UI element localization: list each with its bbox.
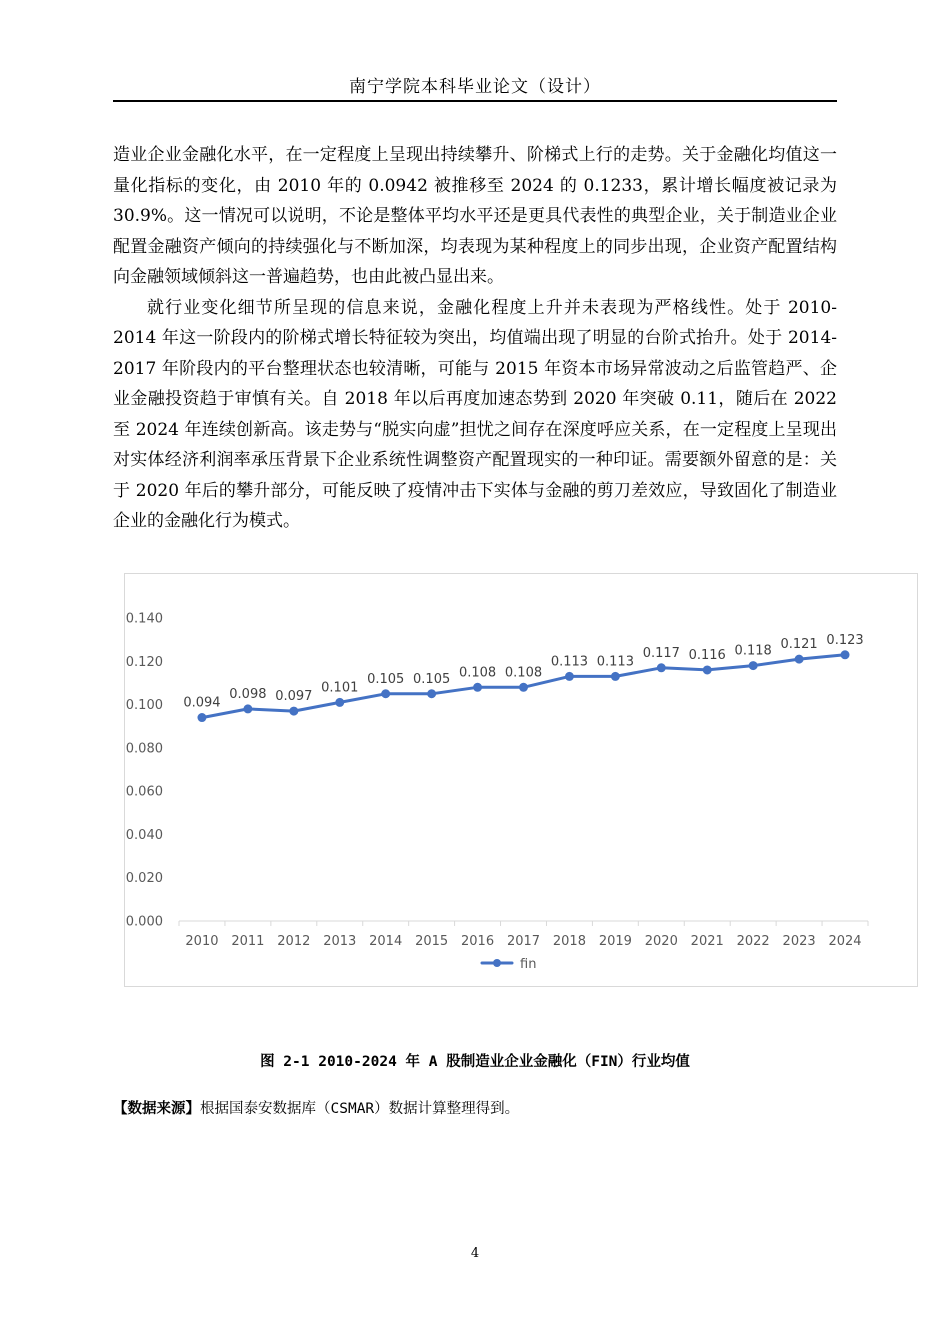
x-tick-label: 2016 [461, 934, 495, 949]
data-point [657, 664, 665, 672]
data-label: 0.094 [183, 695, 221, 711]
x-tick-label: 2014 [369, 934, 403, 949]
x-tick-label: 2018 [552, 934, 586, 949]
x-tick-label: 2021 [690, 934, 724, 949]
paragraph-2: 就行业变化细节所呈现的信息来说，金融化程度上升并未表现为严格线性。处于 2010-2014 年这一阶段内的阶梯式增长特征较为突出，均值端出现了明显的台阶式抬升。处于 2014-2017 年阶段内的平台整理状态也较清晰，可能与 2015 年资本市场异常波动之后监管趋严、企业金融投资趋于审慎有关。自 2018 年以后再度加速态势到 2020 年突破 0.11，随后在 2022 至 2024 年连续创新高。该走势与“脱实向虚”担忧之间存在深度呼应关系，在一定程度上呈现出对实体经济利润率承压背景下企业系统性调整资产配置现实的一种印证。需要额外留意的是：关于 2020 年后的攀升部分，可能反映了疫情冲击下实体与金融的剪刀差效应，导致固化了制造业企业的金融化行为模式。 [113, 297, 837, 531]
data-label: 0.117 [642, 645, 680, 661]
data-label: 0.113 [596, 654, 634, 670]
legend-label: fin [520, 957, 537, 972]
y-tick-label: 0.100 [125, 698, 163, 714]
x-tick-label: 2024 [828, 934, 862, 949]
data-label: 0.105 [413, 671, 451, 687]
data-point [520, 683, 528, 691]
data-label: 0.105 [367, 671, 405, 687]
x-tick-label: 2012 [277, 934, 311, 949]
x-tick-label: 2019 [598, 934, 632, 949]
data-point [474, 683, 482, 691]
data-label: 0.098 [229, 686, 267, 702]
data-label: 0.121 [780, 637, 818, 653]
data-source-note [113, 1099, 837, 1119]
data-label: 0.108 [504, 665, 543, 681]
line-chart [124, 573, 918, 987]
legend-point-marker [493, 959, 501, 967]
x-tick-label: 2023 [782, 934, 816, 949]
data-point [198, 714, 206, 722]
chart-canvas [125, 574, 917, 986]
data-point [290, 707, 298, 715]
x-tick-label: 2013 [323, 934, 357, 949]
data-point [703, 666, 711, 674]
data-label: 0.118 [734, 643, 772, 659]
y-tick-label: 0.060 [125, 784, 163, 800]
data-point [795, 655, 803, 663]
data-label: 0.123 [826, 632, 864, 648]
data-point [244, 705, 252, 713]
x-tick-label: 2022 [736, 934, 770, 949]
page-header-title: 南宁学院本科毕业论文（设计） [349, 77, 601, 97]
data-label: 0.113 [550, 654, 589, 670]
header-rule [113, 100, 837, 102]
data-point [565, 672, 573, 680]
data-point [749, 662, 757, 670]
data-point [382, 690, 390, 698]
data-source-text: 根据国泰安数据库（CSMAR）数据计算整理得到。 [200, 1101, 520, 1117]
body-text [113, 140, 837, 537]
y-tick-label: 0.020 [125, 871, 163, 887]
x-tick-label: 2015 [415, 934, 449, 949]
paragraph-1: 造业企业金融化水平，在一定程度上呈现出持续攀升、阶梯式上行的走势。关于金融化均值这一量化指标的变化，由 2010 年的 0.0942 被推移至 2024 的 0.1233，累计增长幅度被记录为 30.9%。这一情况可以说明，不论是整体平均水平还是更具代表性的典型企业，关于制造业企业配置金融资产倾向的持续强化与不断加深，均表现为某种程度上的同步出现，企业资产配置结构向金融领域倾斜这一普遍趋势，也由此被凸显出来。 [113, 145, 837, 287]
x-tick-label: 2011 [231, 934, 265, 949]
data-label: 0.108 [458, 665, 497, 681]
y-tick-label: 0.080 [125, 741, 163, 757]
data-label: 0.097 [275, 689, 313, 705]
data-label: 0.116 [688, 647, 726, 663]
y-tick-label: 0.140 [125, 611, 163, 627]
x-tick-label: 2020 [644, 934, 678, 949]
data-label: 0.101 [321, 680, 359, 696]
y-tick-label: 0.120 [125, 654, 163, 670]
data-point [841, 651, 849, 659]
page-number: 4 [470, 1246, 480, 1261]
data-point [336, 698, 344, 706]
y-tick-label: 0.000 [125, 914, 163, 930]
data-point [611, 672, 619, 680]
data-source-label: 【数据来源】 [113, 1101, 200, 1117]
data-point [428, 690, 436, 698]
y-tick-label: 0.040 [125, 827, 163, 843]
x-tick-label: 2010 [185, 934, 219, 949]
x-tick-label: 2017 [506, 934, 541, 949]
figure-caption: 图 2-1 2010-2024 年 A 股制造业企业金融化（FIN）行业均值 [260, 1054, 690, 1070]
